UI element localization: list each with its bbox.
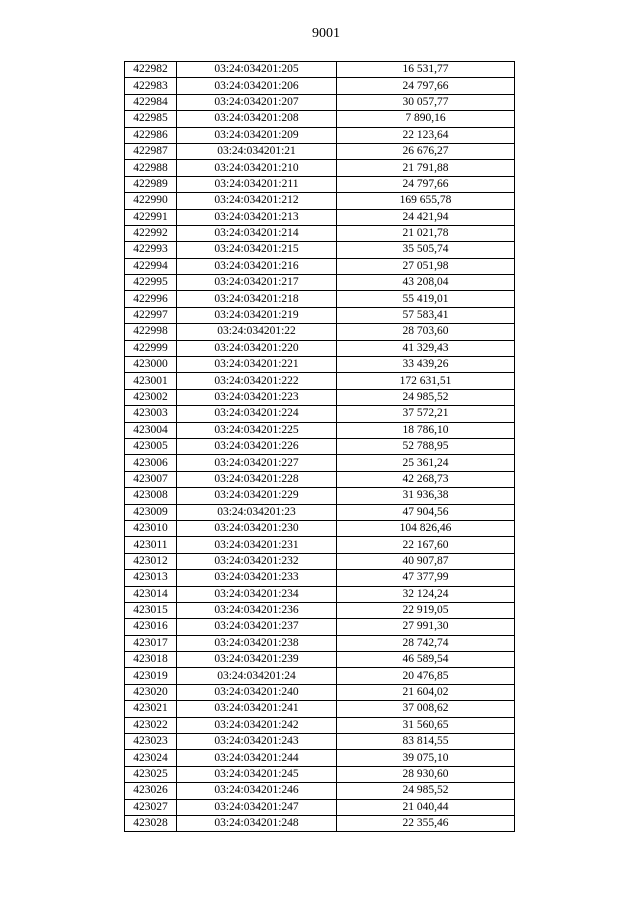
cadastral-number-cell: 03:24:034201:226: [177, 438, 337, 454]
row-number-cell: 423004: [125, 422, 177, 438]
cadastral-value-cell: 47 377,99: [337, 570, 515, 586]
cadastral-value-cell: 39 075,10: [337, 750, 515, 766]
cadastral-value-cell: 16 531,77: [337, 62, 515, 78]
row-number-cell: 423012: [125, 553, 177, 569]
row-number-cell: 423013: [125, 570, 177, 586]
cadastral-value-cell: 41 329,43: [337, 340, 515, 356]
cadastral-value-cell: 24 985,52: [337, 389, 515, 405]
cadastral-number-cell: 03:24:034201:214: [177, 225, 337, 241]
row-number-cell: 423001: [125, 373, 177, 389]
row-number-cell: 422997: [125, 307, 177, 323]
cadastral-number-cell: 03:24:034201:216: [177, 258, 337, 274]
cadastral-value-cell: 104 826,46: [337, 520, 515, 536]
table-row: [125, 734, 515, 750]
cadastral-number-cell: 03:24:034201:244: [177, 750, 337, 766]
table-row: [125, 389, 515, 405]
cadastral-number-cell: 03:24:034201:230: [177, 520, 337, 536]
table-row: [125, 750, 515, 766]
table-row: [125, 668, 515, 684]
cadastral-number-cell: 03:24:034201:213: [177, 209, 337, 225]
row-number-cell: 422999: [125, 340, 177, 356]
cadastral-number-cell: 03:24:034201:211: [177, 176, 337, 192]
cadastral-value-cell: 20 476,85: [337, 668, 515, 684]
cadastral-value-cell: 30 057,77: [337, 94, 515, 110]
row-number-cell: 423027: [125, 799, 177, 815]
table-row: [125, 570, 515, 586]
cadastral-number-cell: 03:24:034201:24: [177, 668, 337, 684]
cadastral-value-cell: 28 930,60: [337, 766, 515, 782]
cadastral-number-cell: 03:24:034201:215: [177, 242, 337, 258]
cadastral-value-cell: 32 124,24: [337, 586, 515, 602]
row-number-cell: 423016: [125, 619, 177, 635]
cadastral-value-cell: 33 439,26: [337, 357, 515, 373]
cadastral-value-cell: 42 268,73: [337, 471, 515, 487]
cadastral-value-cell: 27 991,30: [337, 619, 515, 635]
row-number-cell: 423026: [125, 783, 177, 799]
cadastral-number-cell: 03:24:034201:208: [177, 111, 337, 127]
row-number-cell: 423014: [125, 586, 177, 602]
row-number-cell: 423025: [125, 766, 177, 782]
row-number-cell: 423010: [125, 520, 177, 536]
row-number-cell: 422989: [125, 176, 177, 192]
cadastral-value-cell: 22 167,60: [337, 537, 515, 553]
cadastral-number-cell: 03:24:034201:233: [177, 570, 337, 586]
row-number-cell: 423020: [125, 684, 177, 700]
cadastral-value-cell: 57 583,41: [337, 307, 515, 323]
table-row: [125, 275, 515, 291]
cadastral-number-cell: 03:24:034201:240: [177, 684, 337, 700]
cadastral-number-cell: 03:24:034201:239: [177, 652, 337, 668]
page-number: 9001: [312, 26, 340, 41]
cadastral-value-cell: 47 904,56: [337, 504, 515, 520]
cadastral-number-cell: 03:24:034201:218: [177, 291, 337, 307]
cadastral-number-cell: 03:24:034201:228: [177, 471, 337, 487]
table-row: [125, 258, 515, 274]
row-number-cell: 423019: [125, 668, 177, 684]
cadastral-number-cell: 03:24:034201:220: [177, 340, 337, 356]
cadastral-number-cell: 03:24:034201:246: [177, 783, 337, 799]
cadastral-value-cell: 28 742,74: [337, 635, 515, 651]
cadastral-value-cell: 172 631,51: [337, 373, 515, 389]
cadastral-value-cell: 27 051,98: [337, 258, 515, 274]
table-row: [125, 176, 515, 192]
row-number-cell: 423021: [125, 701, 177, 717]
cadastral-value-cell: 24 985,52: [337, 783, 515, 799]
cadastral-number-cell: 03:24:034201:21: [177, 143, 337, 159]
table-row: [125, 635, 515, 651]
cadastral-number-cell: 03:24:034201:221: [177, 357, 337, 373]
cadastral-value-cell: 21 040,44: [337, 799, 515, 815]
table-row: [125, 520, 515, 536]
row-number-cell: 423028: [125, 815, 177, 831]
table-row: [125, 242, 515, 258]
row-number-cell: 422988: [125, 160, 177, 176]
cadastral-number-cell: 03:24:034201:232: [177, 553, 337, 569]
row-number-cell: 422991: [125, 209, 177, 225]
table-row: [125, 62, 515, 78]
row-number-cell: 422995: [125, 275, 177, 291]
table-row: [125, 799, 515, 815]
table-row: [125, 324, 515, 340]
cadastral-value-cell: 37 572,21: [337, 406, 515, 422]
row-number-cell: 423003: [125, 406, 177, 422]
cadastral-number-cell: 03:24:034201:229: [177, 488, 337, 504]
cadastral-value-cell: 22 919,05: [337, 602, 515, 618]
table-row: [125, 553, 515, 569]
table-row: [125, 701, 515, 717]
table-row: [125, 193, 515, 209]
table-row: [125, 504, 515, 520]
cadastral-value-cell: 22 355,46: [337, 815, 515, 831]
cadastral-number-cell: 03:24:034201:225: [177, 422, 337, 438]
cadastral-value-cell: 21 791,88: [337, 160, 515, 176]
row-number-cell: 423011: [125, 537, 177, 553]
row-number-cell: 423005: [125, 438, 177, 454]
cadastral-value-cell: 7 890,16: [337, 111, 515, 127]
row-number-cell: 422993: [125, 242, 177, 258]
row-number-cell: 422998: [125, 324, 177, 340]
table-row: [125, 488, 515, 504]
cadastral-number-cell: 03:24:034201:237: [177, 619, 337, 635]
row-number-cell: 423022: [125, 717, 177, 733]
table-row: [125, 537, 515, 553]
cadastral-value-cell: 31 560,65: [337, 717, 515, 733]
table-row: [125, 783, 515, 799]
cadastral-number-cell: 03:24:034201:206: [177, 78, 337, 94]
table-row: [125, 291, 515, 307]
cadastral-value-cell: 31 936,38: [337, 488, 515, 504]
cadastral-number-cell: 03:24:034201:205: [177, 62, 337, 78]
cadastral-value-cell: 25 361,24: [337, 455, 515, 471]
cadastral-value-cell: 24 797,66: [337, 78, 515, 94]
table-row: [125, 471, 515, 487]
row-number-cell: 422990: [125, 193, 177, 209]
row-number-cell: 422987: [125, 143, 177, 159]
cadastral-value-cell: 21 021,78: [337, 225, 515, 241]
cadastral-value-cell: 83 814,55: [337, 734, 515, 750]
cadastral-number-cell: 03:24:034201:248: [177, 815, 337, 831]
row-number-cell: 422982: [125, 62, 177, 78]
row-number-cell: 422994: [125, 258, 177, 274]
cadastral-number-cell: 03:24:034201:210: [177, 160, 337, 176]
cadastral-number-cell: 03:24:034201:207: [177, 94, 337, 110]
cadastral-value-cell: 55 419,01: [337, 291, 515, 307]
table-row: [125, 94, 515, 110]
cadastral-number-cell: 03:24:034201:247: [177, 799, 337, 815]
row-number-cell: 423000: [125, 357, 177, 373]
cadastral-number-cell: 03:24:034201:212: [177, 193, 337, 209]
cadastral-value-cell: 26 676,27: [337, 143, 515, 159]
table-body: [125, 62, 515, 832]
cadastral-number-cell: 03:24:034201:231: [177, 537, 337, 553]
table-row: [125, 357, 515, 373]
cadastral-number-cell: 03:24:034201:245: [177, 766, 337, 782]
table-row: [125, 455, 515, 471]
row-number-cell: 423008: [125, 488, 177, 504]
table-row: [125, 652, 515, 668]
cadastral-number-cell: 03:24:034201:222: [177, 373, 337, 389]
row-number-cell: 422992: [125, 225, 177, 241]
cadastral-number-cell: 03:24:034201:22: [177, 324, 337, 340]
table-row: [125, 160, 515, 176]
cadastral-value-cell: 43 208,04: [337, 275, 515, 291]
cadastral-number-cell: 03:24:034201:219: [177, 307, 337, 323]
cadastral-number-cell: 03:24:034201:227: [177, 455, 337, 471]
table-row: [125, 143, 515, 159]
table-row: [125, 406, 515, 422]
table-row: [125, 78, 515, 94]
row-number-cell: 423007: [125, 471, 177, 487]
cadastral-value-cell: 21 604,02: [337, 684, 515, 700]
cadastral-value-cell: 24 797,66: [337, 176, 515, 192]
table-row: [125, 602, 515, 618]
row-number-cell: 423006: [125, 455, 177, 471]
table-row: [125, 766, 515, 782]
table-row: [125, 111, 515, 127]
cadastral-value-cell: 52 788,95: [337, 438, 515, 454]
cadastral-number-cell: 03:24:034201:224: [177, 406, 337, 422]
row-number-cell: 423009: [125, 504, 177, 520]
cadastral-value-cell: 169 655,78: [337, 193, 515, 209]
cadastral-value-cell: 18 786,10: [337, 422, 515, 438]
cadastral-number-cell: 03:24:034201:217: [177, 275, 337, 291]
table-row: [125, 340, 515, 356]
cadastral-number-cell: 03:24:034201:236: [177, 602, 337, 618]
cadastral-value-cell: 28 703,60: [337, 324, 515, 340]
table-row: [125, 373, 515, 389]
table-row: [125, 307, 515, 323]
cadastral-number-cell: 03:24:034201:243: [177, 734, 337, 750]
cadastral-number-cell: 03:24:034201:209: [177, 127, 337, 143]
row-number-cell: 423024: [125, 750, 177, 766]
table-row: [125, 586, 515, 602]
cadastral-value-cell: 22 123,64: [337, 127, 515, 143]
cadastral-value-cell: 24 421,94: [337, 209, 515, 225]
row-number-cell: 423017: [125, 635, 177, 651]
table-row: [125, 684, 515, 700]
cadastral-value-cell: 46 589,54: [337, 652, 515, 668]
row-number-cell: 422996: [125, 291, 177, 307]
cadastral-value-cell: 35 505,74: [337, 242, 515, 258]
table-row: [125, 438, 515, 454]
row-number-cell: 422986: [125, 127, 177, 143]
row-number-cell: 422984: [125, 94, 177, 110]
row-number-cell: 423018: [125, 652, 177, 668]
table-row: [125, 619, 515, 635]
table-row: [125, 225, 515, 241]
row-number-cell: 422985: [125, 111, 177, 127]
row-number-cell: 423002: [125, 389, 177, 405]
row-number-cell: 423023: [125, 734, 177, 750]
table-row: [125, 422, 515, 438]
cadastral-number-cell: 03:24:034201:242: [177, 717, 337, 733]
cadastral-number-cell: 03:24:034201:223: [177, 389, 337, 405]
cadastral-number-cell: 03:24:034201:241: [177, 701, 337, 717]
cadastral-value-table: [124, 61, 515, 832]
cadastral-number-cell: 03:24:034201:234: [177, 586, 337, 602]
row-number-cell: 423015: [125, 602, 177, 618]
cadastral-number-cell: 03:24:034201:238: [177, 635, 337, 651]
table-row: [125, 209, 515, 225]
cadastral-value-cell: 40 907,87: [337, 553, 515, 569]
row-number-cell: 422983: [125, 78, 177, 94]
cadastral-number-cell: 03:24:034201:23: [177, 504, 337, 520]
table-row: [125, 815, 515, 831]
table-row: [125, 717, 515, 733]
cadastral-value-cell: 37 008,62: [337, 701, 515, 717]
table-row: [125, 127, 515, 143]
